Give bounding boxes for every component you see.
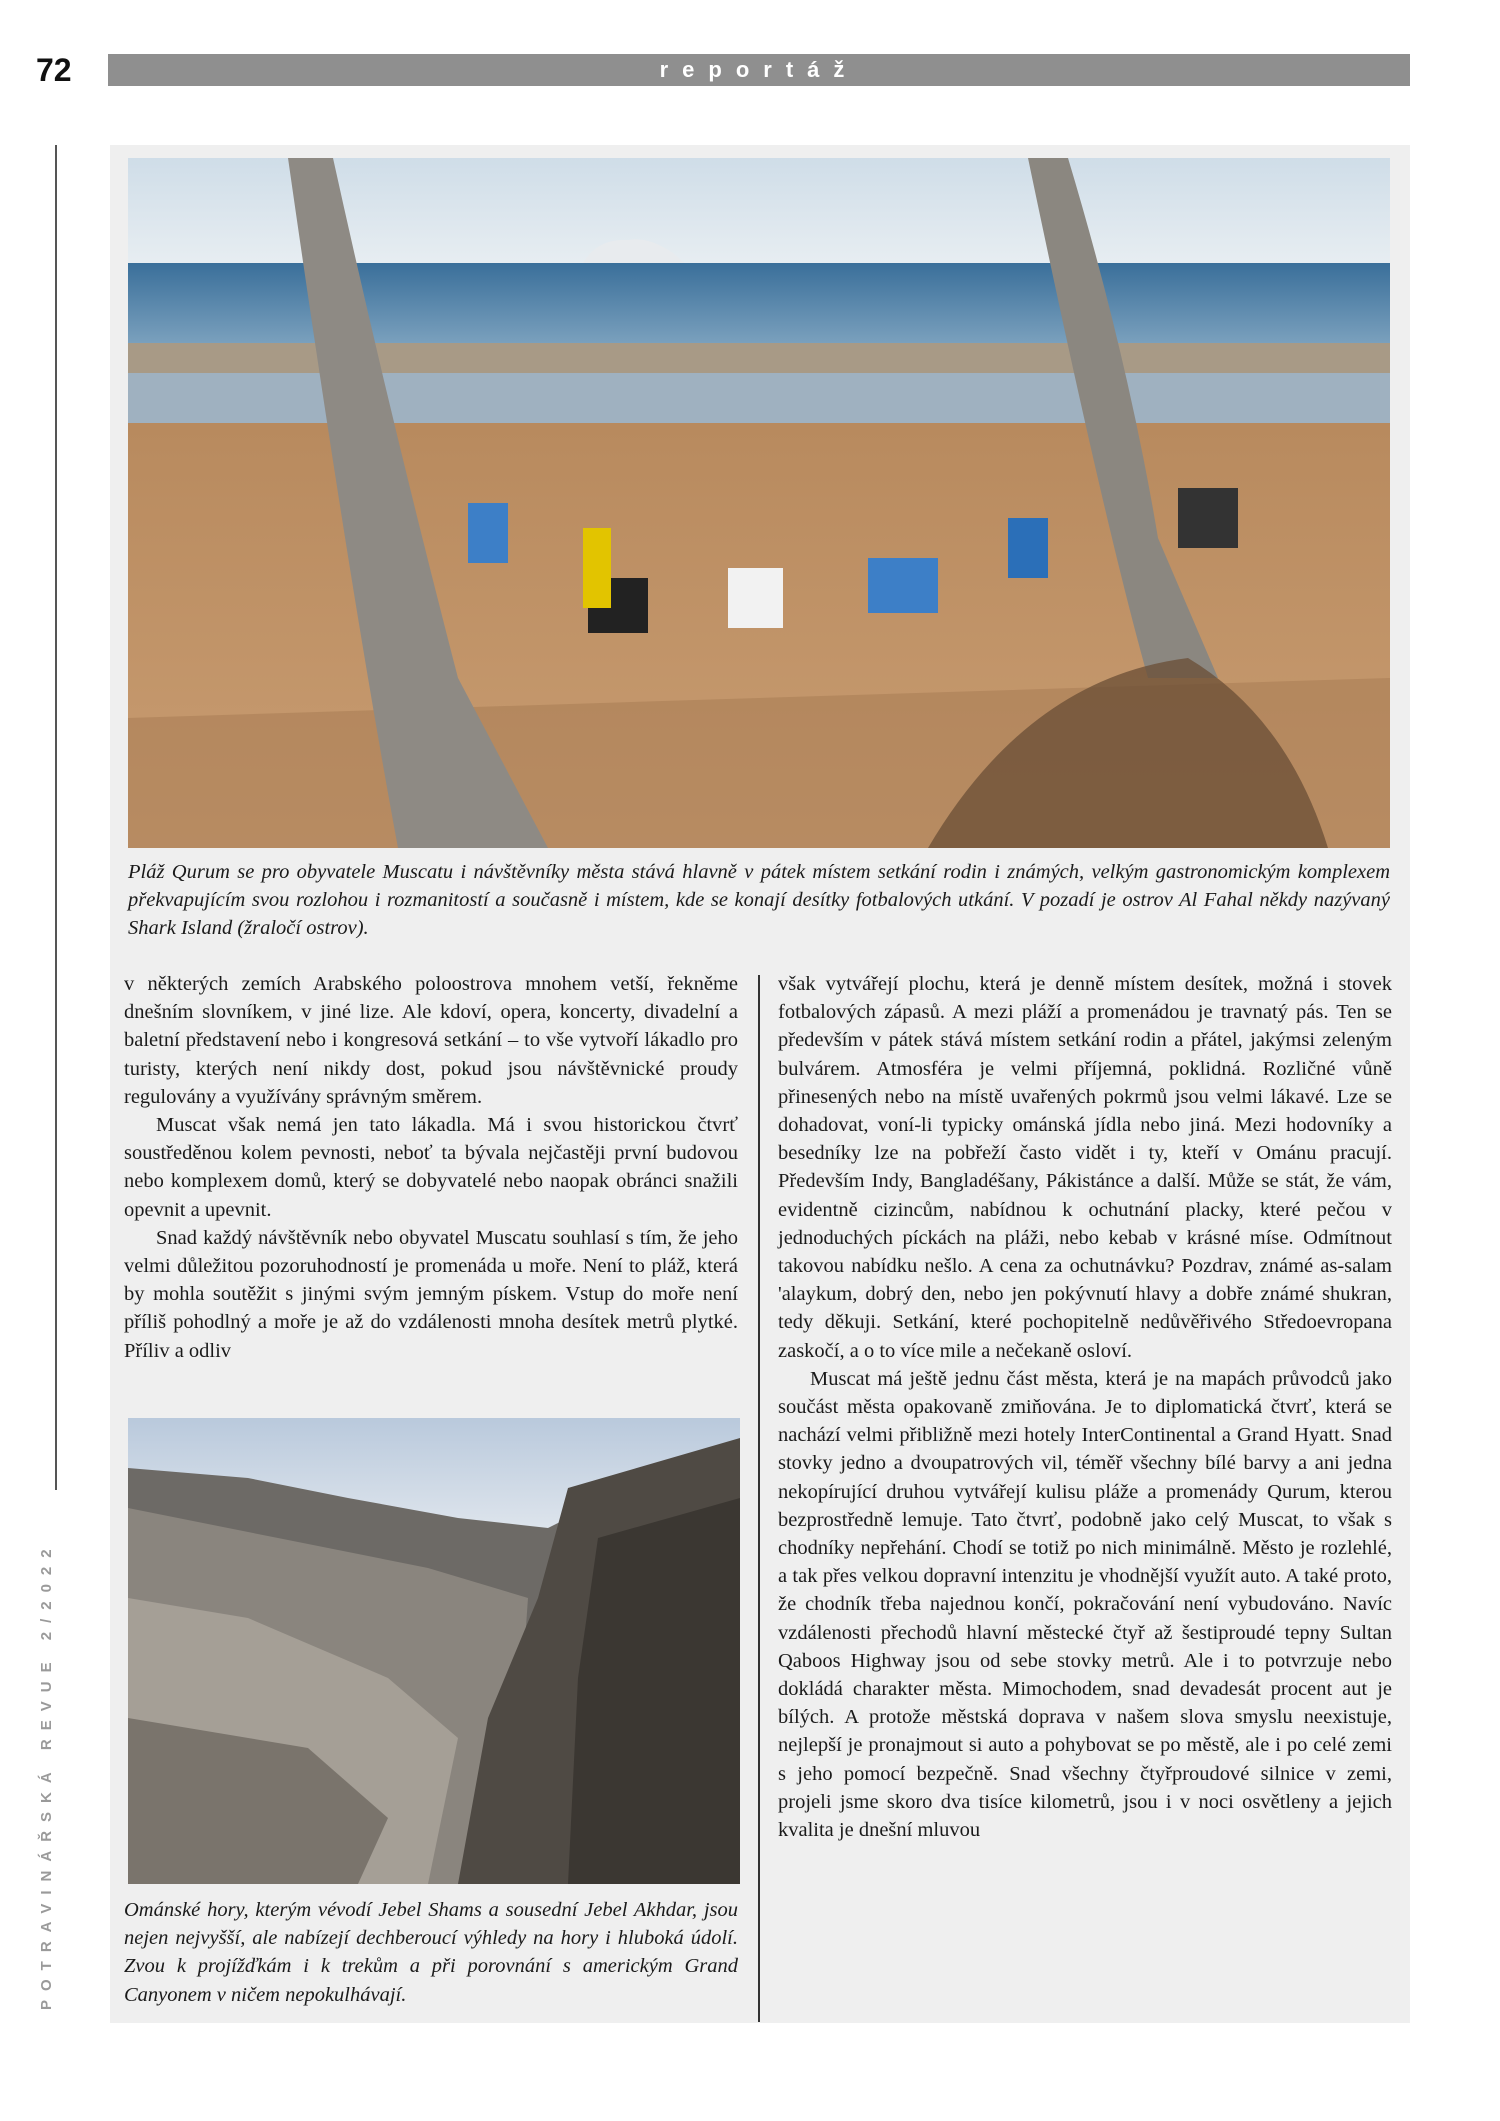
sidebar-rule <box>55 145 57 1490</box>
article-column-left <box>124 970 738 1365</box>
paragraph: Snad každý návštěvník nebo obyvatel Muscatu souhlasí s tím, že jeho velmi důležitou pozoruhodností je promenáda u moře. Není to pláž, která by mohla soutěžit s jinými svým jemným pískem. Vstup do moře není příliš pohodlný a moře je až do vzdálenosti mnoha desítek metrů plytké. Příliv a odliv <box>124 1226 738 1362</box>
column-divider <box>758 975 760 2022</box>
paragraph: v některých zemích Arabského poloostrova mnohem vetší, řekněme dnešním slovníkem, v jiné lize. Ale kdoví, opera, koncerty, divadelní a baletní představení nebo i kongresová setkání – to vše vytvoří lákadlo pro turisty, kterých není nikdy dost, pokud jsou návštěvnické proudy regulovány a využívány správným směrem. <box>124 973 738 1108</box>
beach-photo <box>128 158 1390 848</box>
beach-photo-caption: Pláž Qurum se pro obyvatele Muscatu i návštěvníky města stává hlavně v pátek místem setkání rodin i známých, velkým gastronomickým komplexem překvapujícím svou rozlohou i rozmanitostí a současně i místem, kde se konají desítky fotbalových utkání. V pozadí je ostrov Al Fahal někdy nazývaný Shark Island (žraločí ostrov). <box>128 861 1390 939</box>
mountains-photo <box>128 1418 740 1884</box>
section-header-bar <box>108 54 1410 86</box>
magazine-issue-label: POTRAVINÁŘSKÁ REVUE 2/2022 <box>38 1540 55 2010</box>
paragraph: Muscat má ještě jednu část města, která je na mapách průvodců jako součást města opakovaně zmiňována. Je to diplomatická čtvrť, která se nachází velmi přibližně mezi hotely InterContinental a Grand Hyatt. Snad stovky jedno a dvoupatrových vil, téměř všechny bílé barvy a ani jedna nekopírující druhou vytvářejí kulisu pláže a promenády Qurum, kterou bezprostředně lemuje. Tato čtvrť, podobně jako celý Muscat, to však s chodníky nepřehání. Chodí se totiž po nich minimálně. Město je rozlehlé, a tak přes velkou dopravní intenzitu je vhodnější využít auto. A také proto, že chodník třeba najednou končí, pokračování není vybudováno. Navíc vzdálenosti přechodů hlavní městecké čtyř až šestiproudé tepny Sultan Qaboos Highway jsou od sebe stovky metrů. Ale i to potvrzuje nebo dokládá charakter města. Mimochodem, snad devadesát procent aut je bílých. A protože městská doprava v našem slova smyslu neexistuje, nejlepší je pronajmout si auto a pohybovat se po městě, ale i po celé zemi s jeho pomocí bezpečně. Snad všechny čtyřproudové silnice v zemi, projeli jsme skoro dva tisíce kilometrů, jsou i v noci osvětleny a jejich kvalita je dnešní mluvou <box>778 1367 1392 1842</box>
mountains-photo-caption: Ománské hory, kterým vévodí Jebel Shams a sousední Jebel Akhdar, jsou nejen nejvyšší, ale nabízejí dechberoucí výhledy na hory i hluboká údolí. Zvou k projížďkám i k trekům a při porovnání s americkým Grand Canyonem v ničem nepokulhávají. <box>124 1899 738 2006</box>
paragraph: Muscat však nemá jen tato lákadla. Má i svou historickou čtvrť soustředěnou kolem pevnosti, neboť ta bývala nejčastěji první budovou nebo komplexem domů, který se dobyvatelé nebo naopak obránci snažili opevnit a upevnit. <box>124 1114 738 1221</box>
page-number: 72 <box>36 52 72 88</box>
paragraph: však vytvářejí plochu, která je denně místem desítek, možná i stovek fotbalových zápasů. A mezi pláží a promenádou je travnatý pás. Ten se především v pátek stává místem setkání rodin a přátel, jakýmsi zeleným bulvárem. Atmosféra je velmi příjemná, poklidná. Rozličné vůně přinesených nebo na místě uvařených pokrmů jsou velmi lákavé. Lze se dohadovat, voní-li typicky ománská jídla nebo jiná. Mezi hodovníky a besedníky lze na pobřeží často vidět i ty, kteří v Ománu pracují. Především Indy, Bangladéšany, Pákistánce a další. Může se stát, že vám, evidentně cizincům, nabídnou k ochutnání placky, které pečou v jednoduchých píckách na pláži, nebo kebab v krásné míse. Odmítnout takovou nabídku nešlo. A cena za ochutnávku? Pozdrav, známé as-salam 'alaykum, dobrý den, nebo jen pokývnutí hlavy a dobře známé shukran, tedy děkuji. Setkání, které pochopitelně nedůvěřivého Středoevropana zaskočí, a o to více mile a nečekaně osloví. <box>778 973 1392 1362</box>
article-column-right <box>778 970 1392 1844</box>
section-title: reportáž <box>659 57 859 82</box>
